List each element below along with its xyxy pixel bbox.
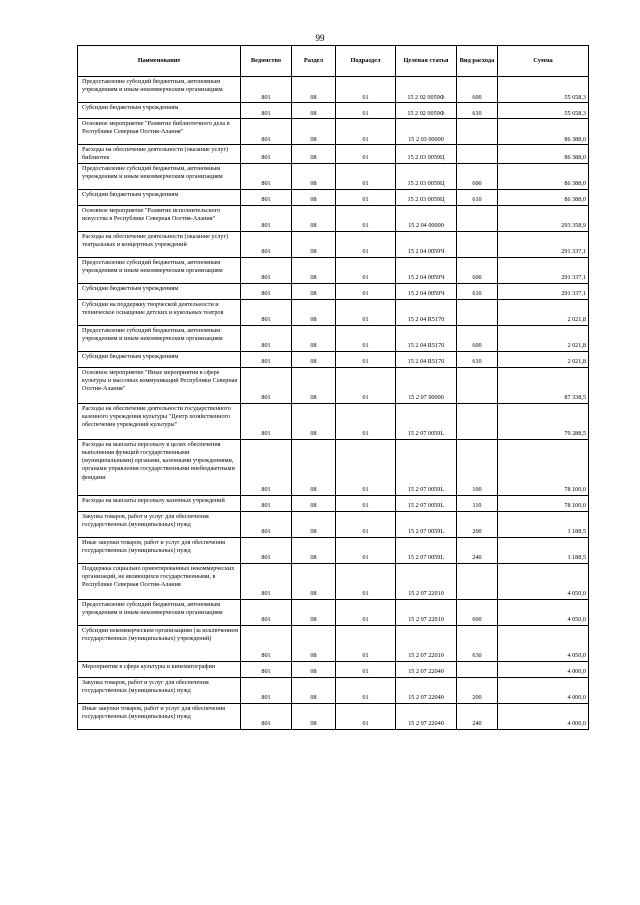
row-name: Субсидии бюджетным учреждениям (78, 189, 241, 205)
row-section: 08 (292, 563, 336, 599)
row-subsection: 01 (336, 205, 396, 231)
row-subsection: 01 (336, 325, 396, 351)
row-expense-type (457, 403, 498, 439)
row-section: 08 (292, 257, 336, 283)
row-subsection: 01 (336, 403, 396, 439)
row-expense-type (457, 299, 498, 325)
row-subsection: 01 (336, 661, 396, 677)
row-target-item: 15 2 07 22040 (396, 661, 457, 677)
row-sum: 78 100,0 (498, 495, 589, 511)
row-expense-type: 600 (457, 599, 498, 625)
row-target-item: 15 2 03 0059Ц (396, 189, 457, 205)
row-name: Предоставление субсидий бюджетным, автономным учреждениям и иным некоммерческим организациям (78, 77, 241, 103)
row-subsection: 01 (336, 703, 396, 729)
table-row (78, 119, 589, 145)
row-sum: 2 021,8 (498, 299, 589, 325)
row-sum: 291 337,1 (498, 257, 589, 283)
row-sum: 55 658,3 (498, 103, 589, 119)
row-sum: 87 338,5 (498, 367, 589, 403)
row-sum: 4 000,0 (498, 661, 589, 677)
row-sum: 55 658,3 (498, 77, 589, 103)
table-row (78, 103, 589, 119)
row-department: 801 (241, 163, 292, 189)
row-subsection: 01 (336, 511, 396, 537)
row-subsection: 01 (336, 103, 396, 119)
row-expense-type: 610 (457, 189, 498, 205)
row-section: 08 (292, 537, 336, 563)
row-department: 801 (241, 231, 292, 257)
table-row (78, 439, 589, 495)
row-expense-type: 600 (457, 325, 498, 351)
row-name: Субсидии некоммерческим организациям (за исключением государственных (муниципальных) учреждений) (78, 625, 241, 661)
row-section: 08 (292, 661, 336, 677)
row-target-item: 15 2 04 R5170 (396, 351, 457, 367)
row-expense-type: 600 (457, 257, 498, 283)
row-department: 801 (241, 189, 292, 205)
row-expense-type: 610 (457, 351, 498, 367)
row-section: 08 (292, 511, 336, 537)
row-sum: 86 388,0 (498, 119, 589, 145)
row-name: Предоставление субсидий бюджетным, автономным учреждениям и иным некоммерческим организациям (78, 163, 241, 189)
row-department: 801 (241, 77, 292, 103)
row-sum: 86 388,0 (498, 145, 589, 164)
row-department: 801 (241, 145, 292, 164)
row-section: 08 (292, 325, 336, 351)
budget-table (77, 45, 589, 730)
table-row (78, 367, 589, 403)
row-sum: 86 388,0 (498, 189, 589, 205)
row-section: 08 (292, 145, 336, 164)
row-subsection: 01 (336, 495, 396, 511)
row-name: Основное мероприятие "Развитие библиотечного дела в Республике Северная Осетия-Алания" (78, 119, 241, 145)
row-name: Расходы на выплаты персоналу в целях обеспечения выполнения функций государственными (муниципальными) органами, казенными учреждениями, органами управления государственными внебюджетными фондами (78, 439, 241, 495)
row-subsection: 01 (336, 231, 396, 257)
table-row (78, 325, 589, 351)
row-section: 08 (292, 103, 336, 119)
row-department: 801 (241, 205, 292, 231)
row-expense-type: 200 (457, 511, 498, 537)
row-name: Основное мероприятие "Иные мероприятия в сфере культуры и массовых коммуникаций Республики Северная Осетия-Алания" (78, 367, 241, 403)
row-target-item: 15 2 07 0059L (396, 403, 457, 439)
table-row (78, 661, 589, 677)
row-expense-type (457, 205, 498, 231)
row-section: 08 (292, 163, 336, 189)
row-target-item: 15 2 04 0059Ч (396, 231, 457, 257)
row-expense-type: 110 (457, 495, 498, 511)
row-target-item: 15 2 04 00000 (396, 205, 457, 231)
row-subsection: 01 (336, 351, 396, 367)
row-section: 08 (292, 495, 336, 511)
header-department: Ведомство (241, 46, 292, 77)
row-target-item: 15 2 07 22040 (396, 703, 457, 729)
row-expense-type: 610 (457, 283, 498, 299)
row-name: Закупка товаров, работ и услуг для обеспечения государственных (муниципальных) нужд (78, 677, 241, 703)
row-expense-type: 100 (457, 439, 498, 495)
row-department: 801 (241, 299, 292, 325)
row-target-item: 15 2 03 0059Ц (396, 145, 457, 164)
row-subsection: 01 (336, 367, 396, 403)
row-name: Субсидии бюджетным учреждениям (78, 283, 241, 299)
row-section: 08 (292, 439, 336, 495)
row-target-item: 15 2 04 0059Ч (396, 283, 457, 299)
row-name: Расходы на обеспечение деятельности государственного казенного учреждения культуры "Центр хозяйственного обеспечения учреждений культуры" (78, 403, 241, 439)
row-name: Субсидии бюджетным учреждениям (78, 351, 241, 367)
row-name: Предоставление субсидий бюджетным, автономным учреждениям и иным некоммерческим организациям (78, 599, 241, 625)
row-sum: 79 288,5 (498, 403, 589, 439)
row-target-item: 15 2 07 0059L (396, 439, 457, 495)
row-expense-type: 600 (457, 77, 498, 103)
row-target-item: 15 2 04 0059Ч (396, 257, 457, 283)
row-target-item: 15 2 07 0059L (396, 495, 457, 511)
row-expense-type: 200 (457, 677, 498, 703)
row-name: Субсидии на поддержку творческой деятельности и техническое оснащение детских и кукольных театров (78, 299, 241, 325)
row-target-item: 15 2 03 0059Ц (396, 163, 457, 189)
row-sum: 4 000,0 (498, 677, 589, 703)
row-name: Предоставление субсидий бюджетным, автономным учреждениям и иным некоммерческим организациям (78, 325, 241, 351)
row-department: 801 (241, 257, 292, 283)
table-row (78, 511, 589, 537)
row-department: 801 (241, 325, 292, 351)
row-name: Расходы на обеспечение деятельности (оказание услуг) театральных и концертных учреждений (78, 231, 241, 257)
row-target-item: 15 2 07 0059L (396, 537, 457, 563)
row-department: 801 (241, 703, 292, 729)
table-row (78, 189, 589, 205)
row-department: 801 (241, 439, 292, 495)
table-row (78, 205, 589, 231)
row-section: 08 (292, 299, 336, 325)
row-department: 801 (241, 283, 292, 299)
row-expense-type: 240 (457, 703, 498, 729)
row-subsection: 01 (336, 537, 396, 563)
row-expense-type (457, 563, 498, 599)
header-target-item: Целевая статья (396, 46, 457, 77)
row-target-item: 15 2 03 00000 (396, 119, 457, 145)
row-section: 08 (292, 231, 336, 257)
row-sum: 293 358,9 (498, 205, 589, 231)
row-department: 801 (241, 351, 292, 367)
row-name: Расходы на выплаты персоналу казенных учреждений (78, 495, 241, 511)
row-name: Иные закупки товаров, работ и услуг для обеспечения государственных (муниципальных) нужд (78, 703, 241, 729)
row-name: Закупка товаров, работ и услуг для обеспечения государственных (муниципальных) нужд (78, 511, 241, 537)
header-name: Наименование (78, 46, 241, 77)
table-row (78, 299, 589, 325)
row-sum: 291 337,1 (498, 231, 589, 257)
table-header-row (78, 46, 589, 77)
header-section: Раздел (292, 46, 336, 77)
row-subsection: 01 (336, 439, 396, 495)
row-name: Расходы на обеспечение деятельности (оказание услуг) библиотек (78, 145, 241, 164)
row-sum: 4 050,0 (498, 563, 589, 599)
header-subsection: Подраздел (336, 46, 396, 77)
table-row (78, 625, 589, 661)
row-sum: 78 100,0 (498, 439, 589, 495)
row-department: 801 (241, 103, 292, 119)
row-section: 08 (292, 205, 336, 231)
row-department: 801 (241, 403, 292, 439)
row-name: Иные закупки товаров, работ и услуг для обеспечения государственных (муниципальных) нужд (78, 537, 241, 563)
row-target-item: 15 2 07 22040 (396, 677, 457, 703)
table-row (78, 145, 589, 164)
row-expense-type (457, 231, 498, 257)
row-subsection: 01 (336, 563, 396, 599)
row-target-item: 15 2 07 0059L (396, 511, 457, 537)
row-sum: 2 021,8 (498, 325, 589, 351)
row-section: 08 (292, 283, 336, 299)
row-department: 801 (241, 599, 292, 625)
row-section: 08 (292, 599, 336, 625)
row-subsection: 01 (336, 625, 396, 661)
row-target-item: 15 2 07 00000 (396, 367, 457, 403)
table-row (78, 537, 589, 563)
row-subsection: 01 (336, 283, 396, 299)
row-subsection: 01 (336, 677, 396, 703)
row-department: 801 (241, 367, 292, 403)
row-sum: 4 050,0 (498, 599, 589, 625)
row-name: Мероприятия в сфере культуры и кинематографии (78, 661, 241, 677)
row-expense-type: 240 (457, 537, 498, 563)
table-row (78, 563, 589, 599)
row-sum: 291 337,1 (498, 283, 589, 299)
table-row (78, 231, 589, 257)
table-row (78, 495, 589, 511)
table-row (78, 283, 589, 299)
table-row (78, 599, 589, 625)
row-target-item: 15 2 02 0059Ф (396, 103, 457, 119)
table-row (78, 257, 589, 283)
header-expense-type: Вид расхода (457, 46, 498, 77)
row-section: 08 (292, 189, 336, 205)
row-expense-type: 610 (457, 103, 498, 119)
table-row (78, 677, 589, 703)
table-row (78, 77, 589, 103)
row-section: 08 (292, 351, 336, 367)
row-expense-type (457, 145, 498, 164)
table-row (78, 703, 589, 729)
row-section: 08 (292, 367, 336, 403)
page-number: 99 (315, 33, 325, 43)
row-name: Предоставление субсидий бюджетным, автономным учреждениям и иным некоммерческим организациям (78, 257, 241, 283)
row-target-item: 15 2 07 22010 (396, 625, 457, 661)
row-target-item: 15 2 04 R5170 (396, 325, 457, 351)
row-subsection: 01 (336, 163, 396, 189)
row-sum: 1 188,5 (498, 511, 589, 537)
row-subsection: 01 (336, 599, 396, 625)
row-subsection: 01 (336, 145, 396, 164)
row-sum: 4 000,0 (498, 703, 589, 729)
row-name: Поддержка социально ориентированных некоммерческих организаций, не являющихся государственными, в Республике Северная Осетия-Алания (78, 563, 241, 599)
row-section: 08 (292, 77, 336, 103)
row-subsection: 01 (336, 189, 396, 205)
row-sum: 4 050,0 (498, 625, 589, 661)
row-subsection: 01 (336, 77, 396, 103)
row-expense-type (457, 661, 498, 677)
row-target-item: 15 2 04 R5170 (396, 299, 457, 325)
table-row (78, 163, 589, 189)
row-target-item: 15 2 02 0059Ф (396, 77, 457, 103)
row-department: 801 (241, 119, 292, 145)
row-expense-type: 600 (457, 163, 498, 189)
row-target-item: 15 2 07 22010 (396, 563, 457, 599)
header-sum: Сумма (498, 46, 589, 77)
row-section: 08 (292, 119, 336, 145)
row-section: 08 (292, 677, 336, 703)
row-department: 801 (241, 511, 292, 537)
row-subsection: 01 (336, 119, 396, 145)
row-department: 801 (241, 563, 292, 599)
table-row (78, 403, 589, 439)
row-sum: 2 021,8 (498, 351, 589, 367)
row-department: 801 (241, 625, 292, 661)
row-target-item: 15 2 07 22010 (396, 599, 457, 625)
row-name: Основное мероприятие "Развитие исполнительского искусства в Республике Северная Осетия-Алания" (78, 205, 241, 231)
row-section: 08 (292, 625, 336, 661)
row-expense-type (457, 119, 498, 145)
table-row (78, 351, 589, 367)
row-department: 801 (241, 661, 292, 677)
row-department: 801 (241, 677, 292, 703)
row-sum: 86 388,0 (498, 163, 589, 189)
row-department: 801 (241, 495, 292, 511)
row-section: 08 (292, 703, 336, 729)
row-section: 08 (292, 403, 336, 439)
row-expense-type: 630 (457, 625, 498, 661)
row-sum: 1 188,5 (498, 537, 589, 563)
row-subsection: 01 (336, 299, 396, 325)
row-department: 801 (241, 537, 292, 563)
row-expense-type (457, 367, 498, 403)
row-name: Субсидии бюджетным учреждениям (78, 103, 241, 119)
row-subsection: 01 (336, 257, 396, 283)
